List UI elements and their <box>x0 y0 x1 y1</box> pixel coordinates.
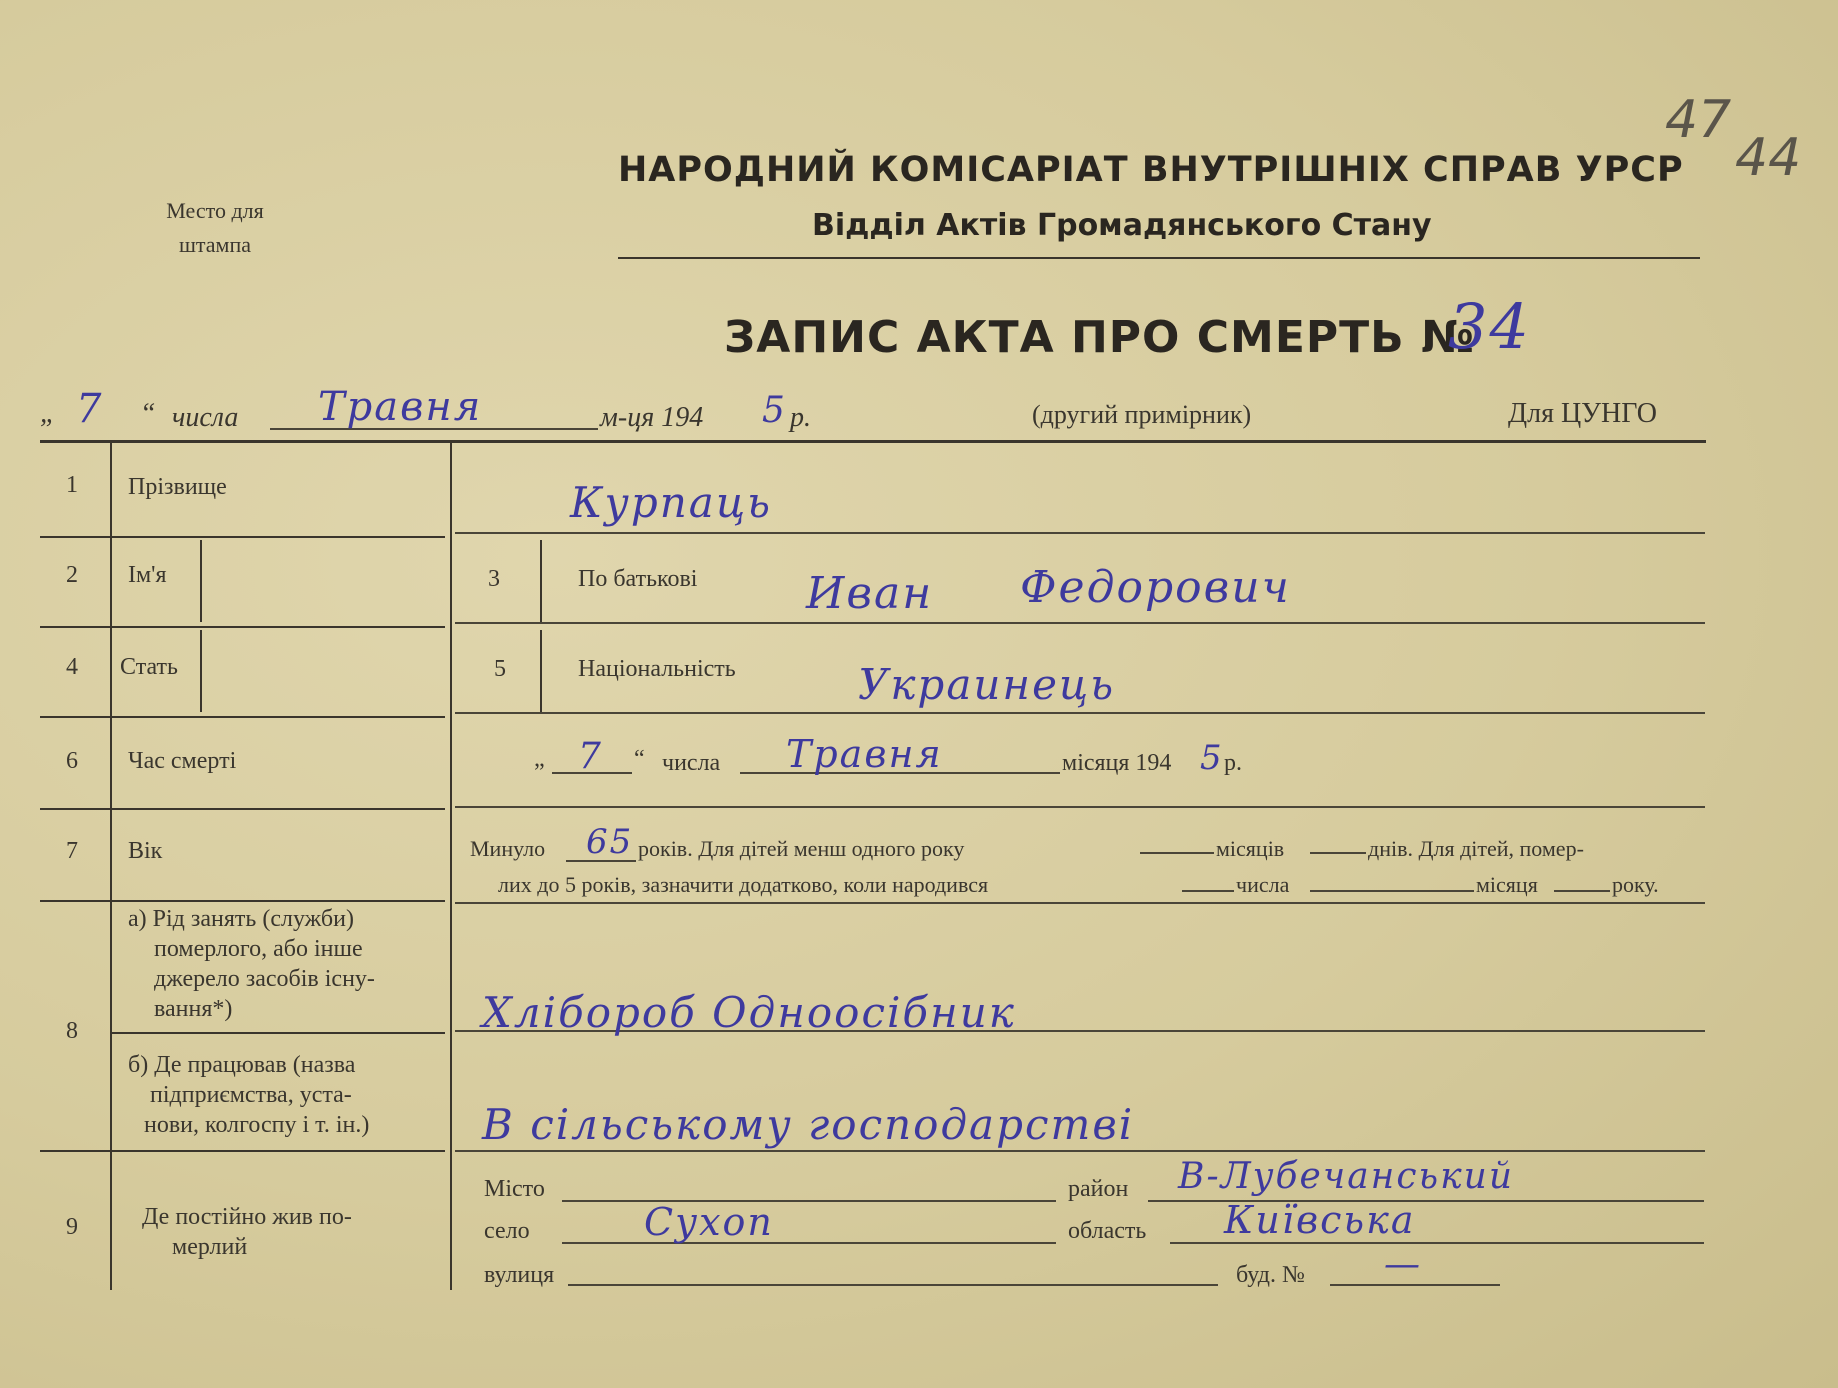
house-label: буд. № <box>1236 1262 1305 1288</box>
occupation-label-4: вання*) <box>154 996 233 1022</box>
date-chysla-label: числа <box>172 402 239 433</box>
col-divider-label <box>450 442 452 1290</box>
row-number-6: 6 <box>66 748 78 774</box>
row-sep-left <box>40 536 445 538</box>
value-line <box>455 532 1705 534</box>
residence-label-1: Де постійно жив по- <box>142 1204 352 1230</box>
for-cungo-label: Для ЦУНГО <box>1508 398 1657 429</box>
value-line <box>455 806 1705 808</box>
date-month: Травня <box>318 384 483 430</box>
header-rule <box>618 257 1700 259</box>
death-open-quote: „ <box>534 746 545 772</box>
workplace-label-1: б) Де працював (назва <box>128 1052 356 1078</box>
death-day: 7 <box>578 736 603 777</box>
age-line1-d: днів. Для дітей, помер- <box>1368 836 1584 861</box>
oblast-value: Київська <box>1224 1198 1416 1242</box>
row-number-2: 2 <box>66 562 78 588</box>
ministry-title: НАРОДНИЙ КОМІСАРІАТ ВНУТРІШНІХ СПРАВ УРСР <box>618 150 1684 190</box>
age-line2-a: лих до 5 років, зазначити додатково, коли народився <box>498 872 989 897</box>
row-sep-left <box>40 900 445 902</box>
row-sep-left <box>40 626 445 628</box>
value-line <box>455 622 1705 624</box>
document-title: ЗАПИС АКТА ПРО СМЕРТЬ № <box>724 312 1475 363</box>
nationality-value: Украинець <box>858 660 1116 709</box>
workplace-value: В сільському господарстві <box>482 1100 1135 1149</box>
inner-divider-sex <box>200 630 202 712</box>
street-line <box>568 1284 1218 1286</box>
department-title: Відділ Актів Громадянського Стану <box>812 208 1432 243</box>
inner-divider-patronymic <box>540 540 542 622</box>
age-line1-c: місяців <box>1216 836 1285 861</box>
occupation-label-3: джерело засобів існу- <box>154 966 375 992</box>
death-year-digit: 5 <box>1200 738 1224 778</box>
death-misiatsia-label: місяця 194 <box>1062 750 1172 776</box>
age-days-line <box>1310 852 1366 854</box>
first-name-label: Ім'я <box>128 562 167 588</box>
age-birth-day-line <box>1182 890 1234 892</box>
workplace-label-3: нови, колгоспу і т. ін.) <box>144 1112 370 1138</box>
street-label: вулиця <box>484 1262 555 1288</box>
row-sep-left <box>40 808 445 810</box>
age-line2-d: року. <box>1612 872 1659 897</box>
workplace-label-2: підприємства, уста- <box>150 1082 352 1108</box>
inner-divider-name <box>200 540 202 622</box>
row-number-9: 9 <box>66 1214 78 1240</box>
age-birth-year-line <box>1554 890 1610 892</box>
table-top-rule <box>40 440 1706 443</box>
row-number-3: 3 <box>488 566 500 592</box>
age-line2-b: числа <box>1236 872 1290 897</box>
nationality-label: Національність <box>578 656 736 682</box>
death-time-label: Час смерті <box>128 748 237 774</box>
city-line <box>562 1200 1056 1202</box>
oblast-line <box>1170 1242 1704 1244</box>
row-number-7: 7 <box>66 838 78 864</box>
age-label: Вік <box>128 838 163 864</box>
row-number-8: 8 <box>66 1018 78 1044</box>
date-year-digit: 5 <box>762 390 787 431</box>
date-day: 7 <box>76 386 104 432</box>
age-line1-b: років. Для дітей менш одного року <box>638 836 965 861</box>
village-line <box>562 1242 1056 1244</box>
date-year-suffix: р. <box>790 402 811 433</box>
age-line1-a: Минуло <box>470 836 546 861</box>
row-sep-left <box>40 716 445 718</box>
house-value: — <box>1384 1244 1422 1285</box>
date-close-quote: “ <box>140 398 156 429</box>
row-number-1: 1 <box>66 472 78 498</box>
death-year-suffix: р. <box>1224 750 1242 776</box>
row-sep-left <box>110 1032 445 1034</box>
oblast-label: область <box>1068 1218 1147 1244</box>
patronymic-value: Федорович <box>1020 562 1291 613</box>
patronymic-label: По батькові <box>578 566 698 592</box>
death-chysla-label: числа <box>662 750 721 776</box>
inner-divider-nationality <box>540 630 542 712</box>
date-month-suffix: м-ця 194 <box>600 402 704 433</box>
age-birth-month-line <box>1310 890 1474 892</box>
col-divider-number <box>110 442 112 1290</box>
row-number-4: 4 <box>66 654 78 680</box>
city-label: Місто <box>484 1176 545 1202</box>
stamp-place-label: Место для штампа <box>166 198 264 257</box>
first-name-value: Иван <box>806 568 934 619</box>
copy-label: (другий примірник) <box>1032 400 1252 429</box>
age-line2-c: місяця <box>1476 872 1538 897</box>
surname-value: Курпаць <box>570 478 773 527</box>
row-number-5: 5 <box>494 656 506 682</box>
village-value: Сухоп <box>644 1200 774 1244</box>
value-line <box>455 712 1705 714</box>
row-sep-left <box>40 1150 445 1152</box>
residence-label-2: мерлий <box>172 1234 248 1260</box>
death-close-quote: “ <box>634 746 645 772</box>
age-years-value: 65 <box>586 822 634 862</box>
value-line <box>455 1150 1705 1152</box>
district-label: район <box>1068 1176 1129 1202</box>
sex-label: Стать <box>120 654 178 680</box>
record-number: 34 <box>1448 290 1531 363</box>
age-months-line <box>1140 852 1214 854</box>
pencil-number-bottom: 44 <box>1735 128 1802 188</box>
value-line <box>455 902 1705 904</box>
occupation-label-1: а) Рід занять (служби) <box>128 906 354 932</box>
district-value: В-Лубечанський <box>1178 1156 1515 1197</box>
pencil-number-top: 47 <box>1665 90 1732 150</box>
date-open-quote: „ <box>40 398 56 429</box>
death-month: Травня <box>786 732 943 776</box>
village-label: село <box>484 1218 530 1244</box>
occupation-label-2: померлого, або інше <box>154 936 363 962</box>
occupation-value: Хлібороб Одноосібник <box>482 988 1016 1037</box>
surname-label: Прізвище <box>128 474 227 500</box>
